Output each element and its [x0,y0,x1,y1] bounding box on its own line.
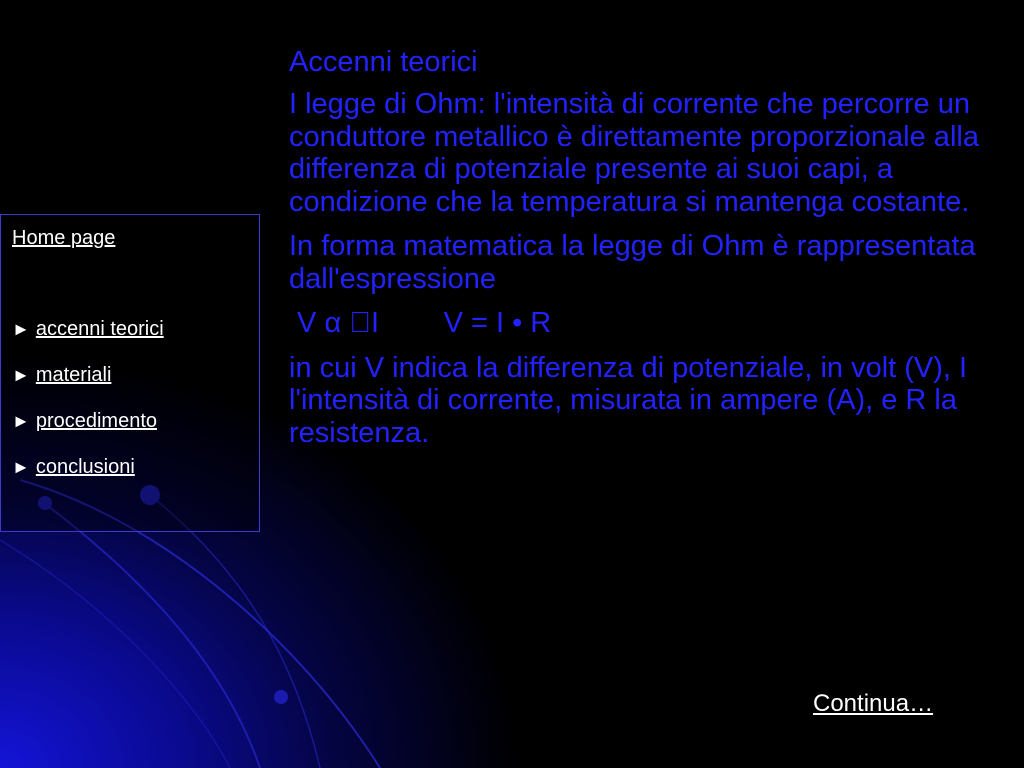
decorative-arc-3 [0,540,230,768]
continue-link[interactable]: Continua… [813,690,934,717]
formula-line [289,307,1019,339]
nav-link-accenni-teorici[interactable]: accenni teorici [35,318,164,340]
math-form-intro: In forma matematica la legge di Ohm è rappresentata dall'espressione [289,230,976,295]
nav-item-conclusioni [12,455,164,501]
navigation-panel [0,214,260,532]
ohm-law-definition: I legge di Ohm: l'intensità di corrente che percorre un conduttore metallico è direttamente proporzionale alla differenza di potenziale presente ai suoi capi, a condizione che la temperatura si mantenga costante. [289,88,979,218]
nav-link-procedimento[interactable]: procedimento [35,410,158,432]
nav-link-materiali[interactable]: materiali [35,364,112,386]
bullet-arrow-icon: ► [12,365,30,385]
bullet-arrow-icon: ► [12,457,30,477]
formula-equation: V = I • R [429,307,538,340]
nav-item-accenni-teorici [12,317,164,363]
decorative-dot-3 [274,690,288,704]
section-title: Accenni teorici [289,46,478,78]
nav-item-materiali [12,363,164,409]
nav-link-conclusioni[interactable]: conclusioni [35,456,135,478]
variables-explanation: in cui V indica la differenza di potenziale, in volt (V), I l'intensità di corrente, misurata in ampere (A), e R la resistenza. [289,351,968,449]
home-page-link[interactable]: Home page [12,227,116,249]
content-area [289,46,1019,461]
bullet-arrow-icon: ► [12,411,30,431]
nav-item-procedimento [12,409,164,455]
nav-list [12,317,164,501]
decorative-arc-4 [150,495,320,768]
bullet-arrow-icon: ► [12,319,30,339]
decorative-arc-2 [40,500,260,768]
formula-proportional: V α I [289,307,366,340]
